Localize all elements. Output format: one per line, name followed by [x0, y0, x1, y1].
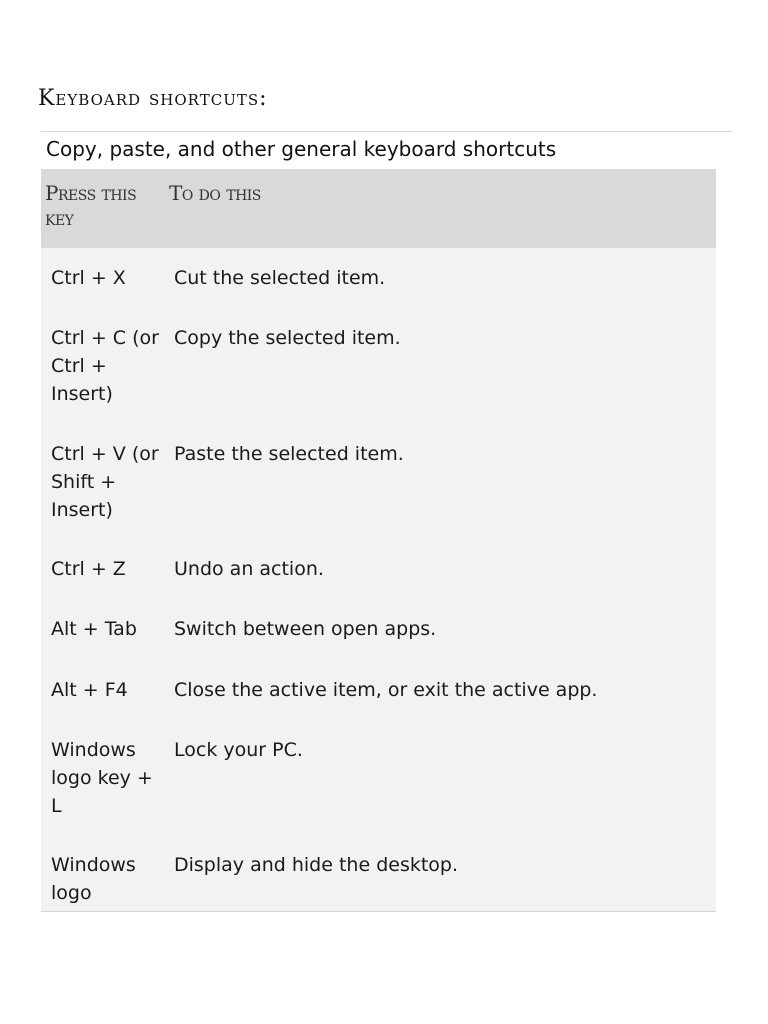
- shortcut-action: Undo an action.: [174, 558, 324, 580]
- table-header: [41, 169, 716, 248]
- shortcut-action: Paste the selected item.: [174, 443, 404, 465]
- shortcut-key: Ctrl + X: [51, 267, 126, 289]
- shortcut-action: Cut the selected item.: [174, 267, 386, 289]
- shortcut-action: Lock your PC.: [174, 739, 303, 761]
- page-heading: Keyboard shortcuts:: [38, 86, 268, 111]
- shortcut-key: Ctrl + V (or Shift + Insert): [51, 443, 159, 521]
- column-header-action: To do this: [169, 181, 261, 205]
- shortcut-key: Alt + F4: [51, 679, 128, 701]
- section-title: Copy, paste, and other general keyboard shortcuts: [46, 137, 557, 161]
- shortcut-key: Ctrl + C (or Ctrl + Insert): [51, 327, 159, 405]
- shortcut-action: Close the active item, or exit the active app.: [174, 679, 598, 701]
- shortcut-key: Windows logo key + L: [51, 739, 153, 817]
- shortcut-action: Copy the selected item.: [174, 327, 401, 349]
- shortcut-key: Windows logo: [51, 854, 136, 904]
- shortcut-action: Display and hide the desktop.: [174, 854, 459, 876]
- column-header-key: Press this key: [45, 181, 137, 230]
- shortcut-key: Ctrl + Z: [51, 558, 126, 580]
- shortcut-key: Alt + Tab: [51, 618, 137, 640]
- shortcut-table: [41, 169, 716, 912]
- shortcut-action: Switch between open apps.: [174, 618, 437, 640]
- heading-divider: [41, 131, 732, 132]
